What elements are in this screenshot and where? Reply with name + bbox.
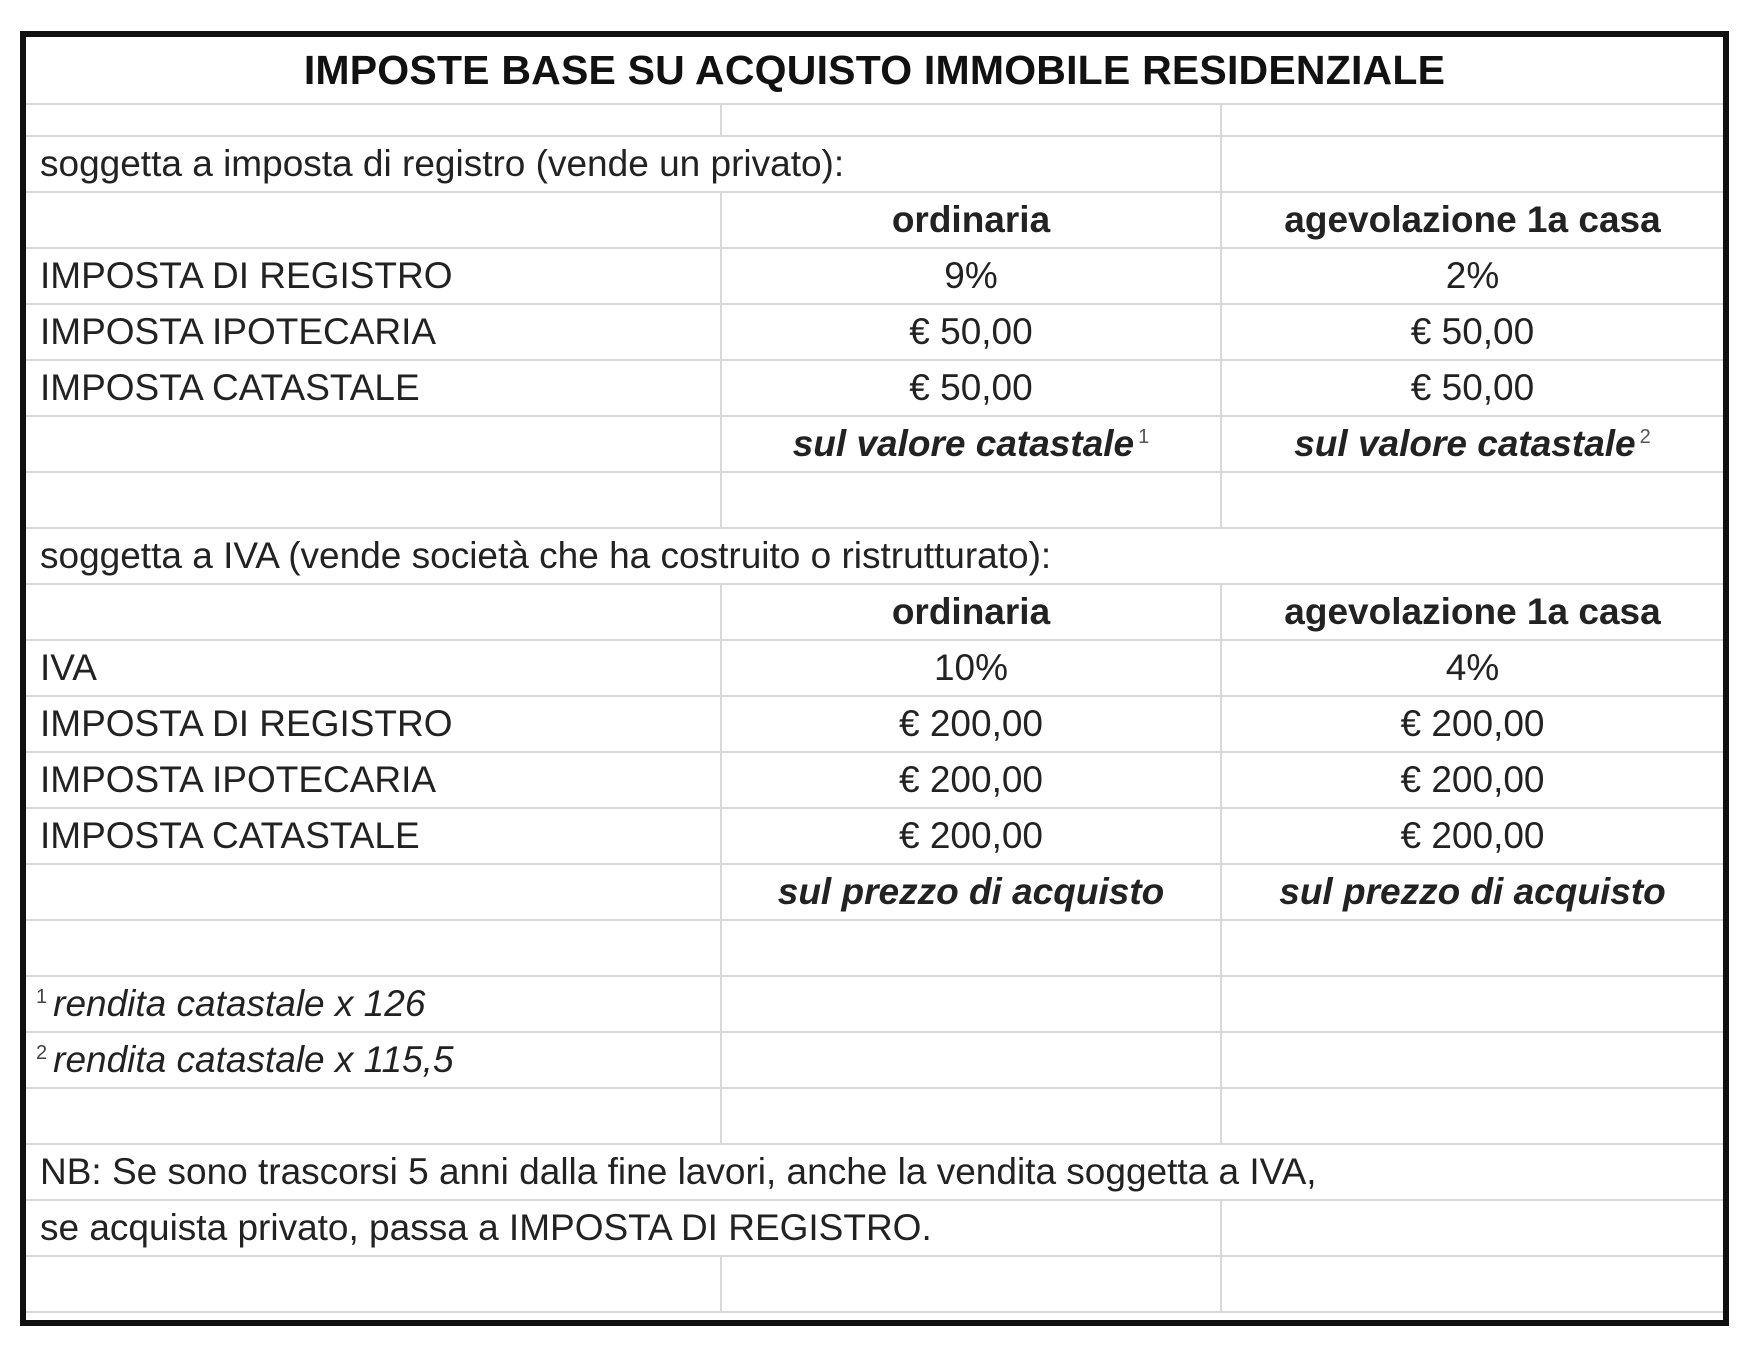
table-title: IMPOSTE BASE SU ACQUISTO IMMOBILE RESIDENZIALE (26, 37, 1723, 105)
footnote-mark: 1 (36, 985, 48, 1008)
value-agevolazione: € 200,00 (1221, 696, 1723, 752)
value-agevolazione: € 50,00 (1221, 304, 1723, 360)
column-header-row (26, 584, 1723, 640)
footnote-ref: 1 (1138, 425, 1150, 448)
table-row (26, 248, 1723, 304)
row-label: IMPOSTA IPOTECARIA (26, 752, 721, 808)
nb-line-1: NB: Se sono trascorsi 5 anni dalla fine lavori, anche la vendita soggetta a IVA, (26, 1144, 1723, 1200)
spacer-row (26, 920, 1723, 976)
row-label: IMPOSTA CATASTALE (26, 808, 721, 864)
spacer-row (26, 105, 1723, 136)
tax-table-sheet (20, 31, 1729, 1326)
nb-line-2: se acquista privato, passa a IMPOSTA DI REGISTRO. (26, 1200, 1221, 1256)
tax-table (26, 105, 1723, 1313)
nb-row (26, 1200, 1723, 1256)
table-row (26, 808, 1723, 864)
col-header-agevolazione: agevolazione 1a casa (1221, 584, 1723, 640)
value-ordinaria: 10% (721, 640, 1221, 696)
value-ordinaria: € 200,00 (721, 808, 1221, 864)
tax-base-text: sul valore catastale (792, 423, 1135, 464)
column-header-row (26, 192, 1723, 248)
tax-base-row (26, 864, 1723, 920)
row-label: IMPOSTA DI REGISTRO (26, 248, 721, 304)
footnote-row (26, 976, 1723, 1032)
value-ordinaria: € 200,00 (721, 752, 1221, 808)
value-agevolazione: € 200,00 (1221, 752, 1723, 808)
footnote-2 (26, 1032, 721, 1088)
registro-heading: soggetta a imposta di registro (vende un privato): (26, 136, 1221, 192)
row-label: IMPOSTA CATASTALE (26, 360, 721, 416)
value-agevolazione: € 50,00 (1221, 360, 1723, 416)
tax-base-row (26, 416, 1723, 472)
spacer-row (26, 1088, 1723, 1144)
value-agevolazione: 2% (1221, 248, 1723, 304)
footnote-1 (26, 976, 721, 1032)
value-agevolazione: € 200,00 (1221, 808, 1723, 864)
nb-row (26, 1144, 1723, 1200)
value-ordinaria: € 50,00 (721, 360, 1221, 416)
table-row (26, 640, 1723, 696)
spacer-row (26, 1256, 1723, 1312)
section-heading-row (26, 136, 1723, 192)
col-header-ordinaria: ordinaria (721, 584, 1221, 640)
spacer-row (26, 472, 1723, 528)
tax-base-ordinaria (721, 416, 1221, 472)
footnote-text: rendita catastale x 126 (53, 983, 426, 1024)
row-label: IVA (26, 640, 721, 696)
table-row (26, 696, 1723, 752)
value-ordinaria: € 200,00 (721, 696, 1221, 752)
footnote-text: rendita catastale x 115,5 (53, 1039, 454, 1080)
table-row (26, 360, 1723, 416)
table-row (26, 304, 1723, 360)
footnote-ref: 2 (1639, 425, 1651, 448)
tax-base-text: sul valore catastale (1294, 423, 1636, 464)
tax-base-agevolazione: sul prezzo di acquisto (1221, 864, 1723, 920)
section-heading-row (26, 528, 1723, 584)
footnote-row (26, 1032, 1723, 1088)
value-agevolazione: 4% (1221, 640, 1723, 696)
tax-base-ordinaria: sul prezzo di acquisto (721, 864, 1221, 920)
value-ordinaria: € 50,00 (721, 304, 1221, 360)
row-label: IMPOSTA IPOTECARIA (26, 304, 721, 360)
col-header-ordinaria: ordinaria (721, 192, 1221, 248)
col-header-agevolazione: agevolazione 1a casa (1221, 192, 1723, 248)
table-row (26, 752, 1723, 808)
value-ordinaria: 9% (721, 248, 1221, 304)
iva-heading: soggetta a IVA (vende società che ha costruito o ristrutturato): (26, 528, 1723, 584)
tax-base-agevolazione (1221, 416, 1723, 472)
row-label: IMPOSTA DI REGISTRO (26, 696, 721, 752)
footnote-mark: 2 (36, 1041, 48, 1064)
